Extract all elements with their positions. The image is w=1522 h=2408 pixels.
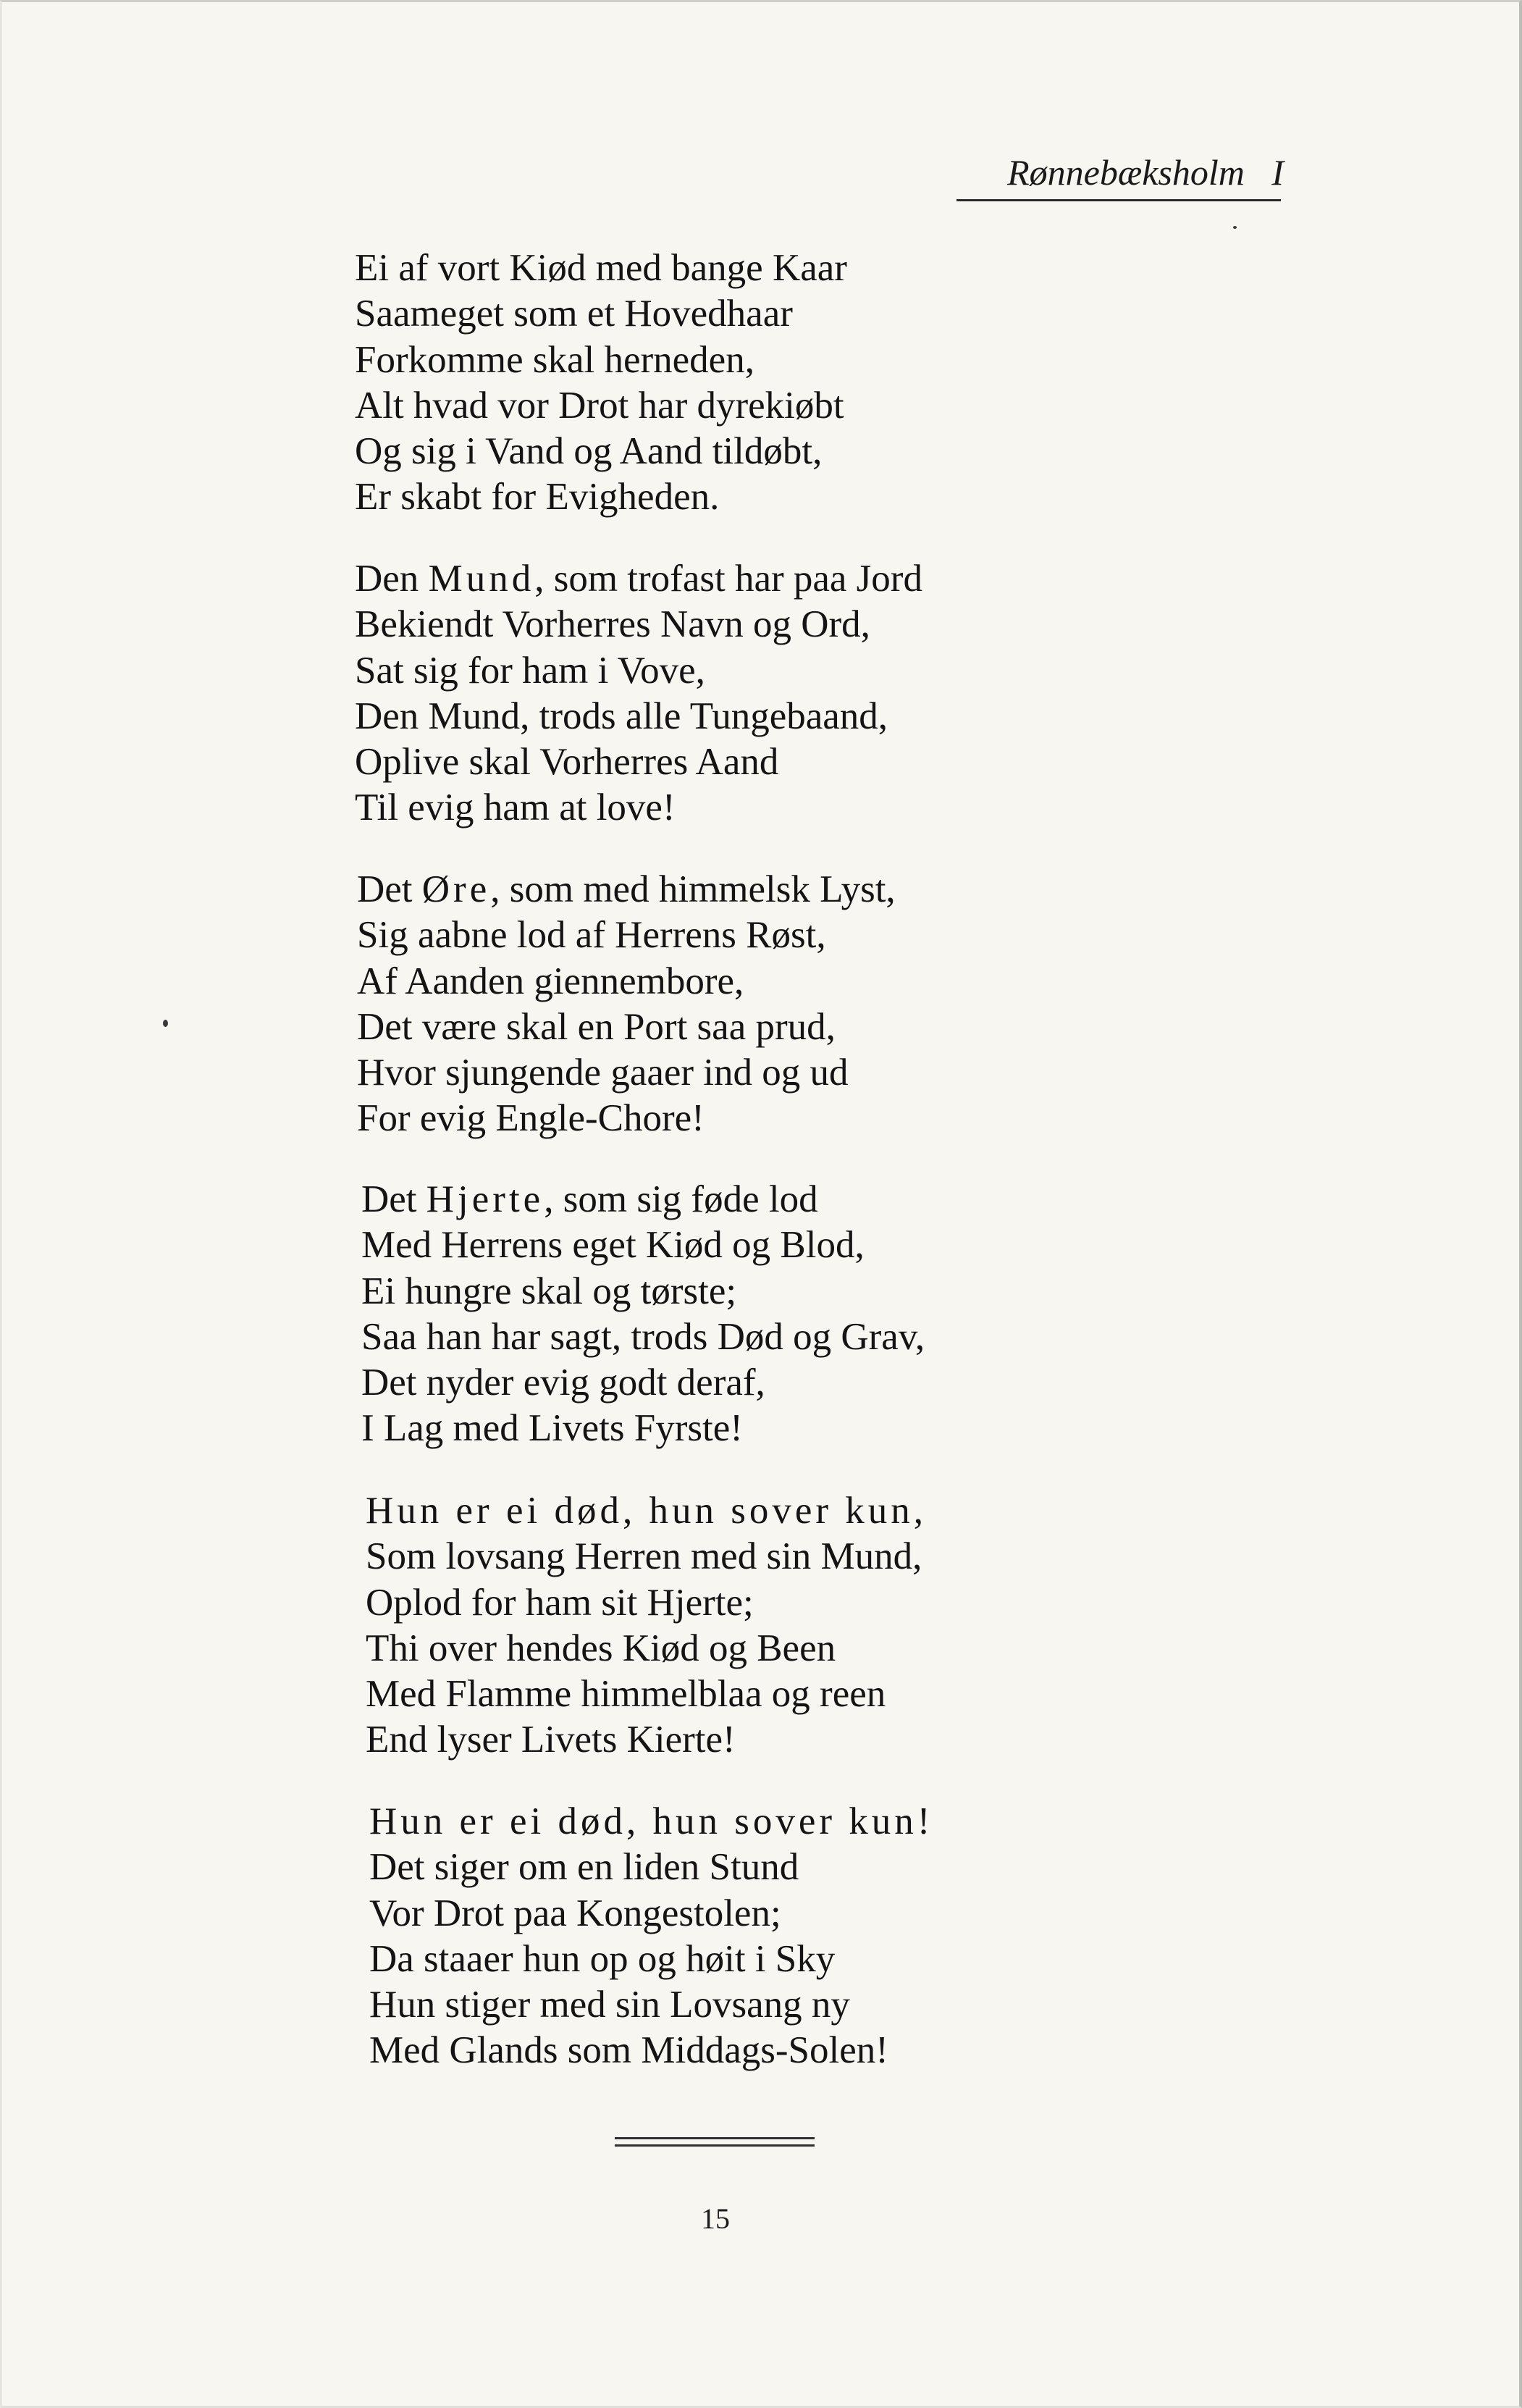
verse-line: Vor Drot paa Kongestolen; xyxy=(369,1892,781,1934)
verse-line: Forkomme skal herneden, xyxy=(355,338,754,381)
verse-line: Den Mund, som trofast har paa Jord xyxy=(355,558,922,600)
verse-line: Saa han har sagt, trods Død og Grav, xyxy=(361,1315,925,1358)
verse-line: Den Mund, trods alle Tungebaand, xyxy=(355,695,888,737)
verse-line: Og sig i Vand og Aand tildøbt, xyxy=(355,430,823,473)
page-number: 15 xyxy=(701,2202,730,2235)
verse-line: Ei af vort Kiød med bange Kaar xyxy=(355,247,847,289)
stanza-6 xyxy=(369,1799,1238,2074)
verse-line: Det være skal en Port saa prud, xyxy=(357,1005,836,1048)
verse-line: I Lag med Livets Fyrste! xyxy=(361,1407,743,1450)
verse-line: Sig aabne lod af Herrens Røst, xyxy=(357,914,826,957)
verse-line: Er skabt for Evigheden. xyxy=(355,476,720,519)
paper-speck xyxy=(1233,226,1237,229)
verse-line: Saameget som et Hovedhaar xyxy=(355,293,793,335)
stanza-3 xyxy=(357,867,1226,1142)
verse-line: Med Flamme himmelblaa og reen xyxy=(366,1673,886,1716)
verse-line: Hvor sjungende gaaer ind og ud xyxy=(357,1052,849,1094)
verse-line: Thi over hendes Kiød og Been xyxy=(366,1627,836,1669)
stanza-2 xyxy=(355,556,1224,831)
verse-line: Det siger om en liden Stund xyxy=(369,1846,799,1889)
running-head xyxy=(943,151,1284,194)
stanza-1 xyxy=(355,246,1224,521)
closing-double-rule-bottom xyxy=(615,2144,815,2147)
verse-line: Det Øre, som med himmelsk Lyst, xyxy=(357,868,896,910)
verse-line: Bekiendt Vorherres Navn og Ord, xyxy=(355,603,870,646)
verse-line: Oplod for ham sit Hjerte; xyxy=(366,1581,754,1624)
running-head-rule xyxy=(956,199,1281,201)
verse-line: Med Glands som Middags-Solen! xyxy=(369,2029,888,2072)
stanza-4 xyxy=(361,1177,1230,1452)
closing-double-rule-top xyxy=(615,2137,815,2139)
stanza-5 xyxy=(366,1488,1235,1763)
verse-line: Hun stiger med sin Lovsang ny xyxy=(369,1984,850,2026)
verse-line: Det Hjerte, som sig føde lod xyxy=(361,1178,818,1220)
verse-line: Sat sig for ham i Vove, xyxy=(355,649,705,692)
verse-line: End lyser Livets Kierte! xyxy=(366,1719,736,1761)
verse-line: For evig Engle-Chore! xyxy=(357,1097,705,1140)
verse-line: Alt hvad vor Drot har dyrekiøbt xyxy=(355,384,844,427)
paper-speck xyxy=(163,1020,168,1027)
verse-line: Som lovsang Herren med sin Mund, xyxy=(366,1535,922,1578)
verse-line: Til evig ham at love! xyxy=(355,786,676,829)
verse-line: Ei hungre skal og tørste; xyxy=(361,1270,737,1312)
verse-line: Det nyder evig godt deraf, xyxy=(361,1362,765,1404)
verse-line: Hun er ei død, hun sover kun, xyxy=(366,1490,923,1532)
verse-line: Af Aanden giennembore, xyxy=(357,960,744,1002)
running-head-volume: I xyxy=(1271,152,1284,193)
verse-line: Hun er ei død, hun sover kun! xyxy=(369,1800,930,1842)
verse-line: Oplive skal Vorherres Aand xyxy=(355,741,779,784)
verse-line: Da staaer hun op og høit i Sky xyxy=(369,1937,836,1980)
running-head-title: Rønnebæksholm xyxy=(1007,152,1245,193)
verse-line: Med Herrens eget Kiød og Blod, xyxy=(361,1224,865,1267)
